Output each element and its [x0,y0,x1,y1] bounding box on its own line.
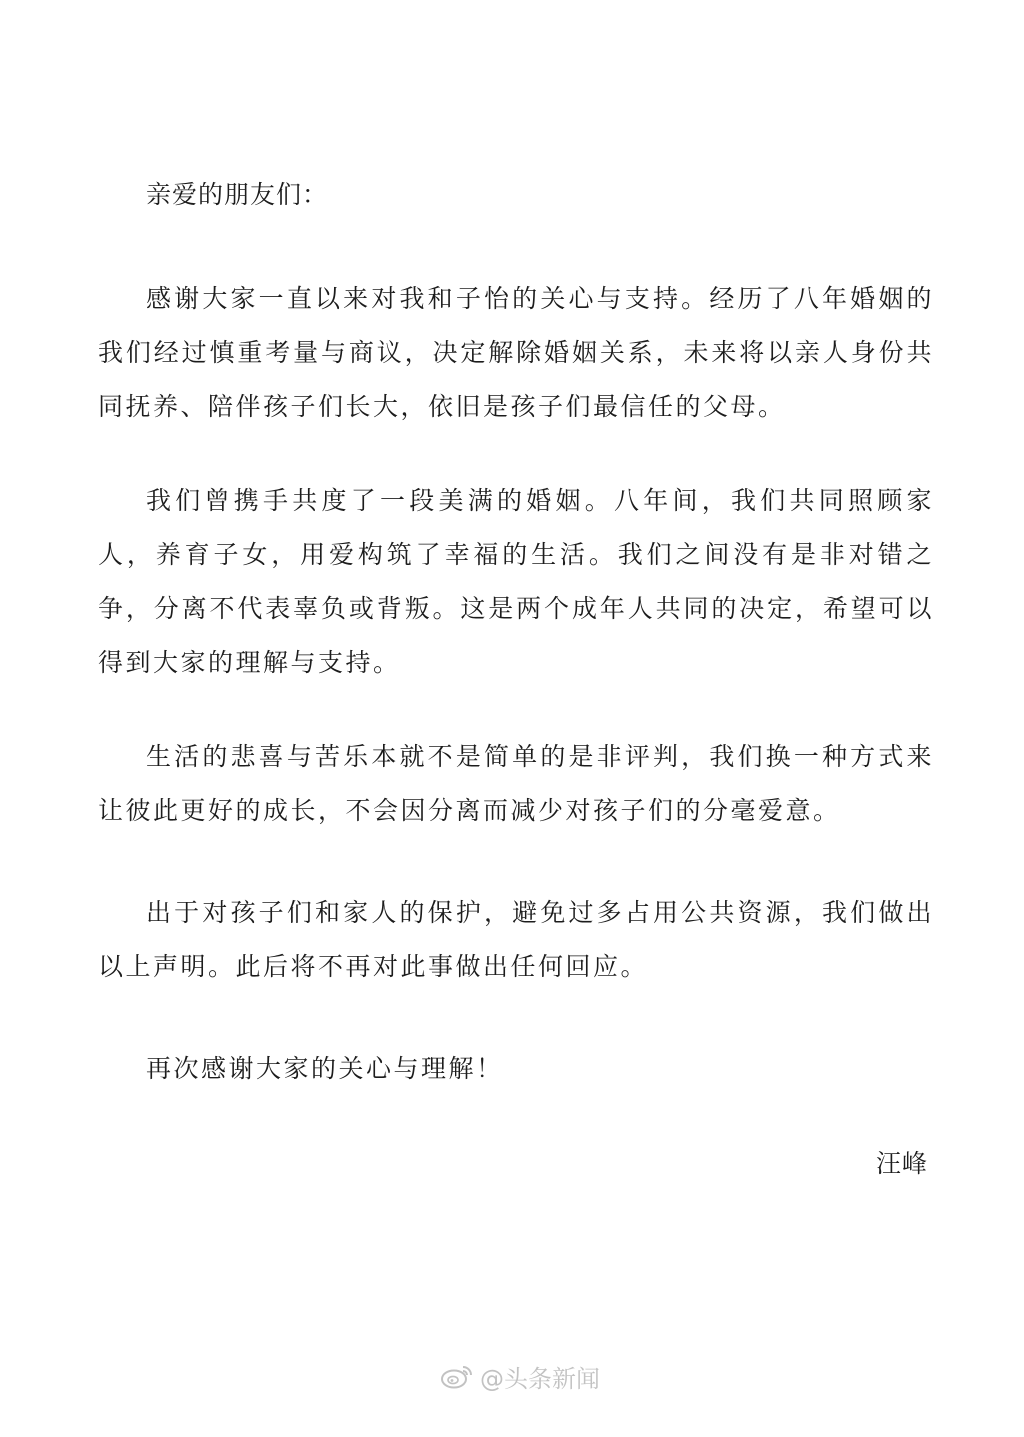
watermark-text: @头条新闻 [480,1364,600,1393]
letter-paragraph: 我们曾携手共度了一段美满的婚姻。八年间，我们共同照顾家人，养育子女，用爱构筑了幸福的生活。我们之间没有是非对错之争，分离不代表辜负或背叛。这是两个成年人共同的决定，希望可以得到大家的理解与支持。 [98,486,934,677]
letter-closing: 再次感谢大家的关心与理解！ [146,1054,504,1083]
letter-signature: 汪峰 [875,1149,928,1178]
weibo-logo-icon [440,1362,474,1390]
letter-greeting: 亲爱的朋友们： [146,180,329,209]
letter-paragraph: 生活的悲喜与苦乐本就不是简单的是非评判，我们换一种方式来让彼此更好的成长，不会因分离而减少对孩子们的分毫爱意。 [98,742,934,825]
letter-paragraph: 出于对孩子们和家人的保护，避免过多占用公共资源，我们做出以上声明。此后将不再对此事做出任何回应。 [98,898,934,981]
letter-paragraph: 感谢大家一直以来对我和子怡的关心与支持。经历了八年婚姻的我们经过慎重考量与商议，决定解除婚姻关系，未来将以亲人身份共同抚养、陪伴孩子们长大，依旧是孩子们最信任的父母。 [98,284,934,421]
watermark [440,1356,600,1396]
